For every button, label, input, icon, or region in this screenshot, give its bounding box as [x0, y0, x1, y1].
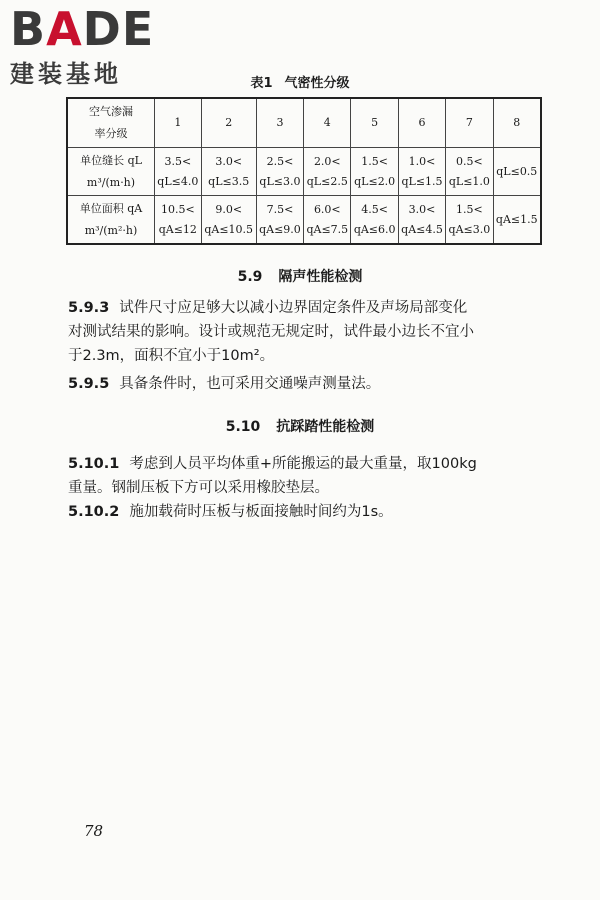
- value-cell: qA≤1.5: [493, 196, 541, 245]
- table-row-per-length: [67, 148, 541, 196]
- row-label-cell: 单位缝长 qL m³/(m·h): [67, 148, 155, 196]
- grade-cell: 3: [256, 98, 303, 148]
- grade-cell: 5: [351, 98, 398, 148]
- row-label-cell: 单位面积 qA m³/(m²·h): [67, 196, 155, 245]
- value-cell: 1.0< qL≤1.5: [398, 148, 445, 196]
- value-cell: 1.5< qA≤3.0: [446, 196, 493, 245]
- table-header-row: [67, 98, 541, 148]
- clause-5-10-2: 5.10.2 施加载荷时压板与板面接触时间约为1s。: [68, 504, 393, 520]
- value-cell: 3.5< qL≤4.0: [155, 148, 202, 196]
- value-cell: 9.0< qA≤10.5: [201, 196, 256, 245]
- value-cell: qL≤0.5: [493, 148, 541, 196]
- airtightness-grade-table: [66, 97, 542, 245]
- table-row-per-area: [67, 196, 541, 245]
- value-cell: 0.5< qL≤1.0: [446, 148, 493, 196]
- value-cell: 6.0< qA≤7.5: [304, 196, 351, 245]
- value-cell: 7.5< qA≤9.0: [256, 196, 303, 245]
- grade-cell: 6: [398, 98, 445, 148]
- table-caption: 表1 气密性分级: [250, 76, 350, 91]
- value-cell: 4.5< qA≤6.0: [351, 196, 398, 245]
- grade-cell: 1: [155, 98, 202, 148]
- clause-5-9-3: 5.9.3 试件尺寸应足够大以减小边界固定条件及声场局部变化 对测试结果的影响。设计或规范无规定时，试件最小边长不宜小 于2.3m，面积不宜小于10m²。: [68, 300, 474, 364]
- logo-subtitle: 建装基地: [10, 60, 122, 88]
- logo-brand: BADE: [10, 2, 155, 56]
- clause-5-9-5: 5.9.5 具备条件时，也可采用交通噪声测量法。: [68, 376, 381, 392]
- grade-cell: 2: [201, 98, 256, 148]
- section-heading-5-10: 5.10 抗踩踏性能检测: [225, 419, 375, 435]
- value-cell: 3.0< qA≤4.5: [398, 196, 445, 245]
- grade-cell: 7: [446, 98, 493, 148]
- grade-cell: 8: [493, 98, 541, 148]
- value-cell: 3.0< qL≤3.5: [201, 148, 256, 196]
- clause-5-10-1: 5.10.1 考虑到人员平均体重+所能搬运的最大重量，取100kg 重量。钢制压板下方可以采用橡胶垫层。: [68, 456, 477, 496]
- value-cell: 1.5< qL≤2.0: [351, 148, 398, 196]
- grade-cell: 4: [304, 98, 351, 148]
- value-cell: 2.5< qL≤3.0: [256, 148, 303, 196]
- value-cell: 10.5< qA≤12: [155, 196, 202, 245]
- page-number: 78: [84, 822, 104, 840]
- section-heading-5-9: 5.9 隔声性能检测: [237, 269, 363, 285]
- value-cell: 2.0< qL≤2.5: [304, 148, 351, 196]
- header-label-cell: 空气渗漏 率分级: [67, 98, 155, 148]
